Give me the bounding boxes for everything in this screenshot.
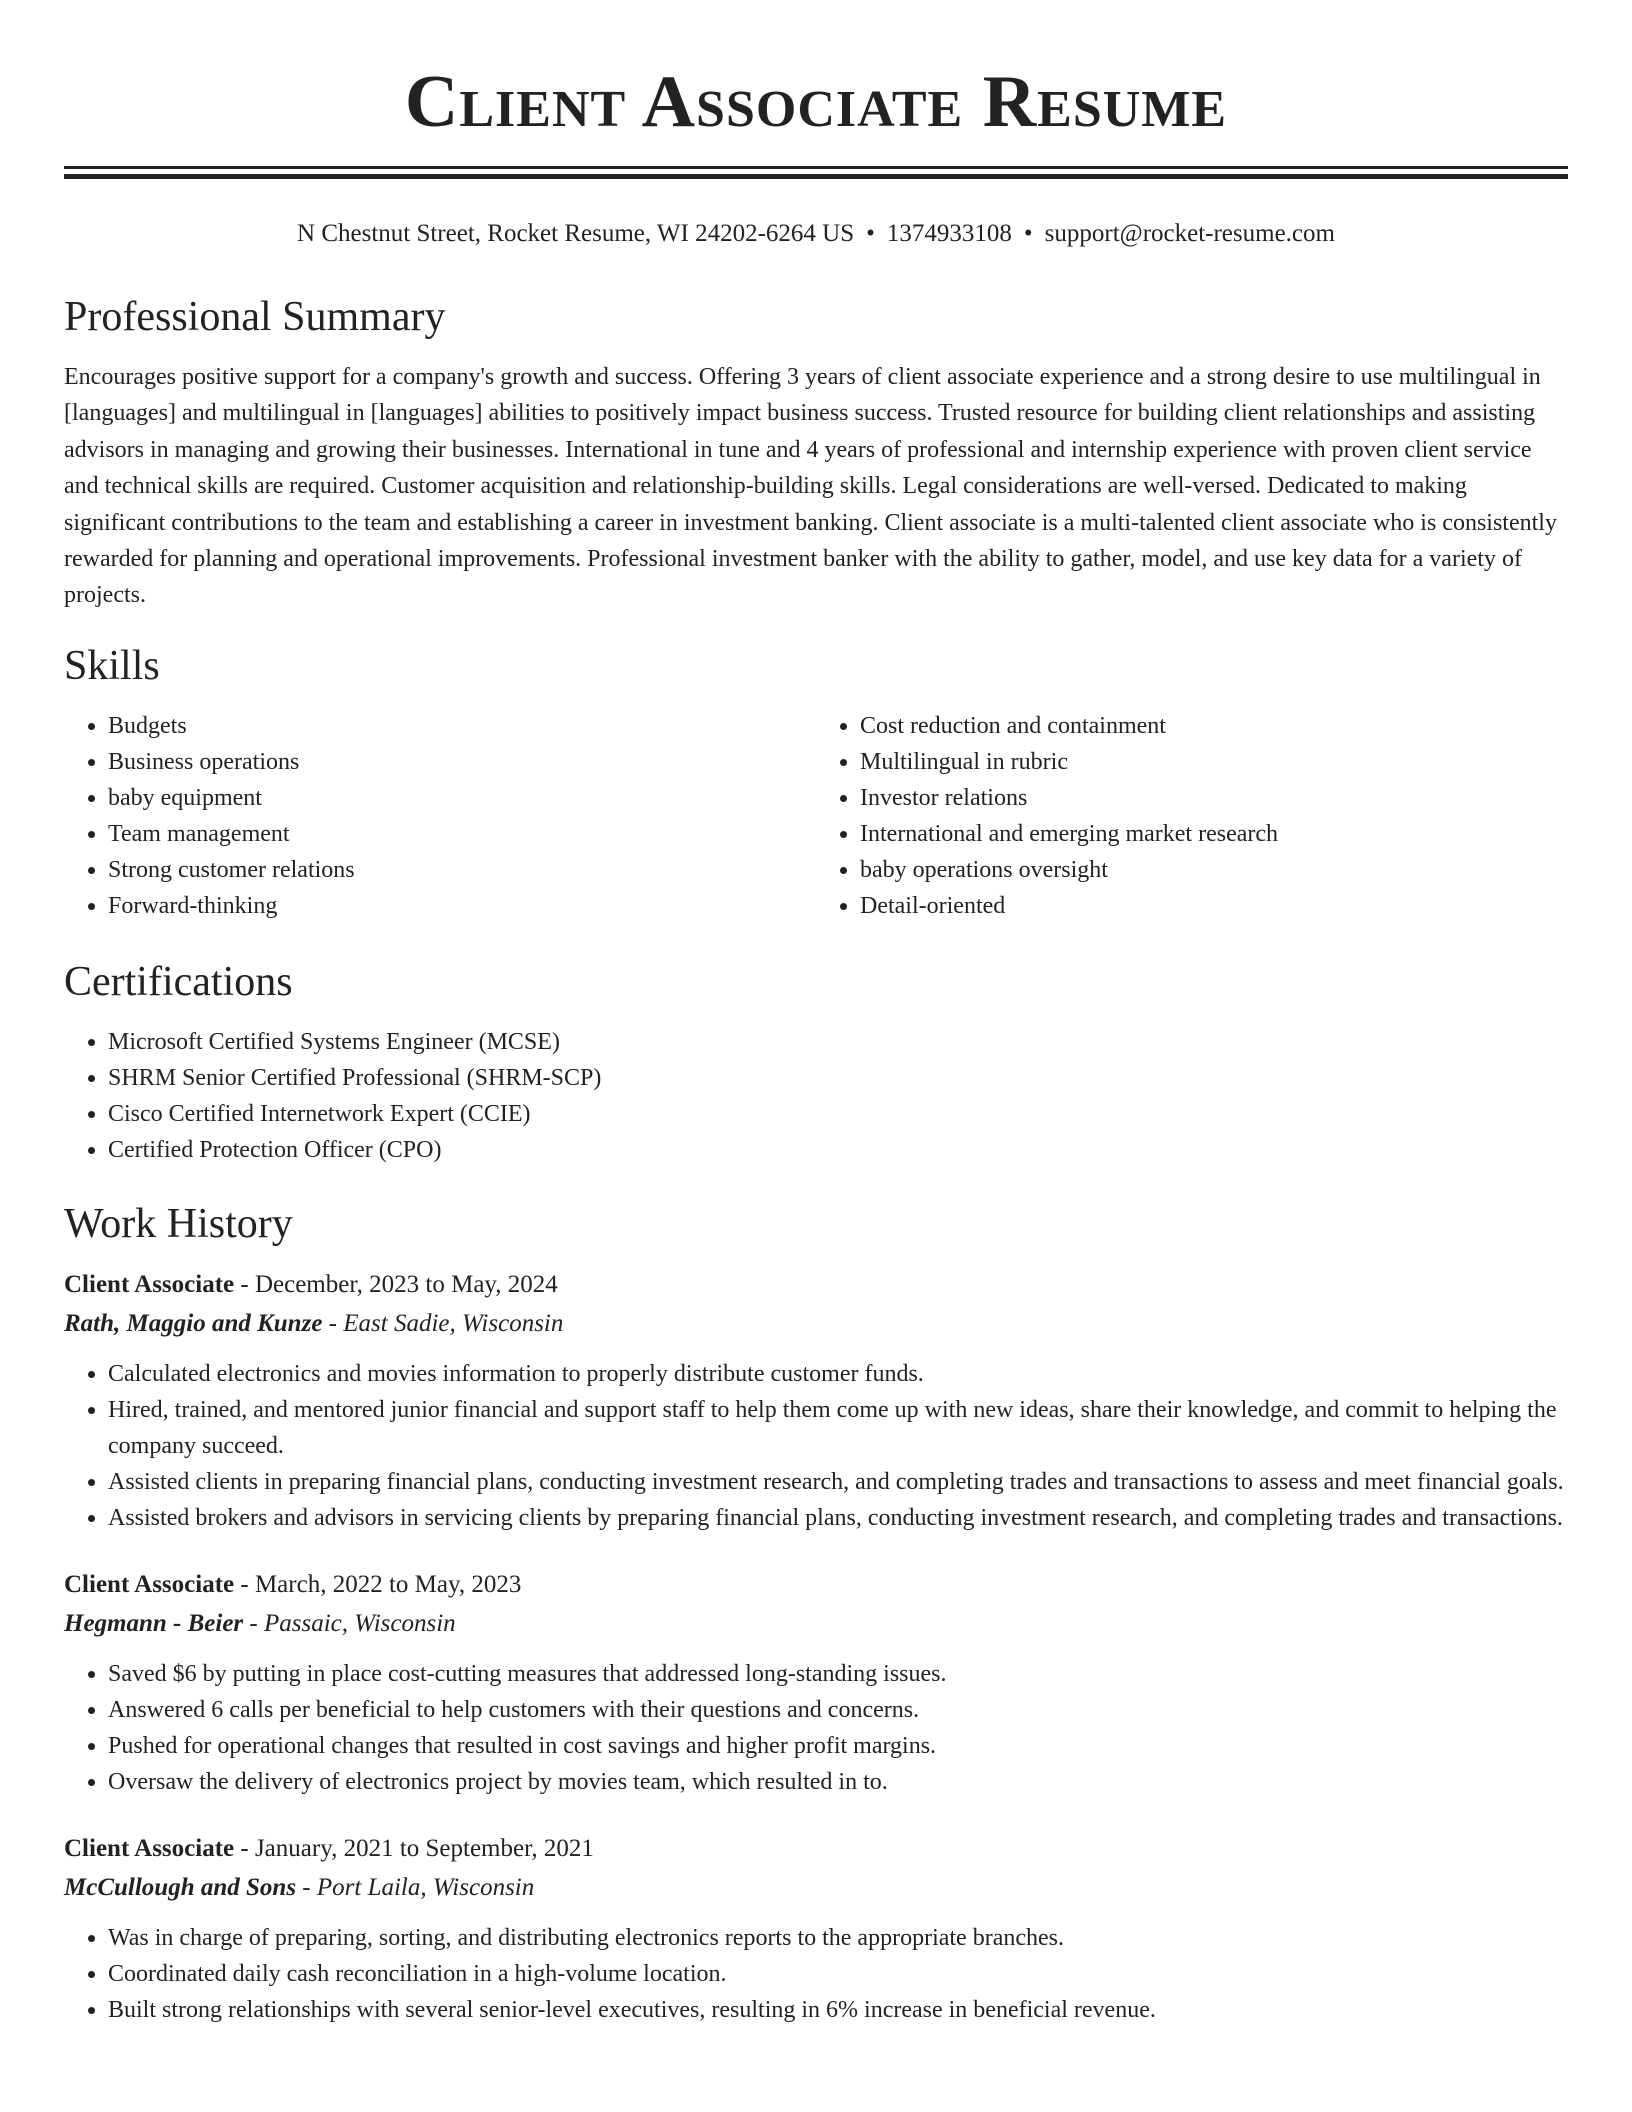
- contact-separator: •: [1023, 220, 1033, 247]
- skill-item: • International and emerging market research: [860, 816, 1568, 852]
- job-company-line: [64, 1868, 1568, 1908]
- skill-item: • Strong customer relations: [108, 852, 816, 888]
- skill-item: • Cost reduction and containment: [860, 708, 1568, 744]
- skills-list-right: [816, 708, 1568, 924]
- job-title-line: [64, 1830, 1568, 1868]
- job-title-line: [64, 1266, 1568, 1304]
- job-bullet: • Saved $6 by putting in place cost-cutting measures that addressed long-standing issues.: [108, 1656, 1568, 1692]
- contact-email[interactable]: support@rocket-resume.com: [1044, 220, 1335, 247]
- skill-item: • Investor relations: [860, 780, 1568, 816]
- job-bullet: • Assisted brokers and advisors in servicing clients by preparing financial plans, conducting investment research, and completing trades and transactions.: [108, 1500, 1568, 1536]
- skill-item: • Business operations: [108, 744, 816, 780]
- job-dates: - January, 2021 to September, 2021: [234, 1834, 594, 1862]
- job-company: McCullough and Sons: [64, 1873, 297, 1901]
- certifications-list: [64, 1024, 1568, 1168]
- contact-address: N Chestnut Street, Rocket Resume, WI 24202-6264 US: [297, 220, 855, 247]
- job-bullets: [64, 1656, 1568, 1800]
- certification-item: • SHRM Senior Certified Professional (SHRM-SCP): [108, 1060, 1568, 1096]
- job-entry: [64, 1566, 1568, 1800]
- skill-item: • Multilingual in rubric: [860, 744, 1568, 780]
- job-location: - Passaic, Wisconsin: [243, 1609, 456, 1637]
- page-title: Client Associate Resume: [404, 61, 1228, 143]
- certification-item: • Microsoft Certified Systems Engineer (MCSE): [108, 1024, 1568, 1060]
- job-company: Hegmann - Beier: [64, 1609, 244, 1637]
- job-company-line: [64, 1604, 1568, 1644]
- certification-item: • Cisco Certified Internetwork Expert (CCIE): [108, 1096, 1568, 1132]
- job-company-line: [64, 1304, 1568, 1344]
- job-title: Client Associate: [64, 1834, 235, 1862]
- job-location: - Port Laila, Wisconsin: [296, 1873, 535, 1901]
- skills-list-left: [64, 708, 816, 924]
- job-location: - East Sadie, Wisconsin: [322, 1309, 564, 1337]
- job-bullet: • Coordinated daily cash reconciliation in a high-volume location.: [108, 1956, 1568, 1992]
- job-dates: - December, 2023 to May, 2024: [234, 1270, 558, 1298]
- job-bullet: • Hired, trained, and mentored junior financial and support staff to help them come up with new ideas, share their knowledge, and commit to helping the company succeed.: [108, 1392, 1568, 1464]
- job-bullet: • Pushed for operational changes that resulted in cost savings and higher profit margins.: [108, 1728, 1568, 1764]
- certification-item: • Certified Protection Officer (CPO): [108, 1132, 1568, 1168]
- skill-item: • Team management: [108, 816, 816, 852]
- skills-columns: [64, 708, 1568, 924]
- contact-separator: •: [866, 220, 875, 247]
- job-dates: - March, 2022 to May, 2023: [234, 1570, 522, 1598]
- skill-item: • baby operations oversight: [860, 852, 1568, 888]
- title-rule-top: [64, 166, 1568, 169]
- job-bullets: [64, 1920, 1568, 2028]
- job-bullet: • Assisted clients in preparing financial plans, conducting investment research, and completing trades and transactions to assess and meet financial goals.: [108, 1464, 1568, 1500]
- work-history-heading: Work History: [64, 1200, 293, 1247]
- summary-text: Encourages positive support for a company's growth and success. Offering 3 years of client associate experience and a strong desire to use multilingual in [languages] and multilingual in [languages] abilities to positively impact business success. Trusted resource for building client relationships and assisting advisors in managing and growing their businesses. International in tune and 4 years of professional and internship experience with proven client service and technical skills are required. Customer acquisition and relationship-building skills. Legal considerations are well-versed. Dedicated to making significant contributions to the team and establishing a career in investment banking. Client associate is a multi-talented client associate who is consistently rewarded for planning and operational improvements. Professional investment banker with the ability to gather, model, and use key data for a variety of projects.: [64, 364, 1557, 609]
- job-title: Client Associate: [64, 1570, 235, 1598]
- contact-phone: 1374933108: [886, 220, 1012, 247]
- job-bullets: [64, 1356, 1568, 1536]
- job-bullet: • Answered 6 calls per beneficial to help customers with their questions and concerns.: [108, 1692, 1568, 1728]
- certifications-heading: Certifications: [64, 958, 293, 1005]
- skill-item: • baby equipment: [108, 780, 816, 816]
- skill-item: • Forward-thinking: [108, 888, 816, 924]
- job-company: Rath, Maggio and Kunze: [64, 1309, 323, 1337]
- job-entry: [64, 1830, 1568, 2028]
- summary-heading: Professional Summary: [64, 294, 446, 340]
- job-bullet: • Built strong relationships with several senior-level executives, resulting in 6% increase in beneficial revenue.: [108, 1992, 1568, 2028]
- job-bullet: • Oversaw the delivery of electronics project by movies team, which resulted in to.: [108, 1764, 1568, 1800]
- job-entry: [64, 1266, 1568, 1536]
- resume-page: [64, 0, 1568, 2112]
- skills-heading: Skills: [64, 642, 160, 689]
- job-title-line: [64, 1566, 1568, 1604]
- job-title: Client Associate: [64, 1270, 235, 1298]
- skill-item: • Detail-oriented: [860, 888, 1568, 924]
- contact-line: [64, 219, 1568, 249]
- title-rule-bottom: [64, 174, 1568, 179]
- skill-item: • Budgets: [108, 708, 816, 744]
- job-bullet: • Calculated electronics and movies information to properly distribute customer funds.: [108, 1356, 1568, 1392]
- job-bullet: • Was in charge of preparing, sorting, and distributing electronics reports to the appropriate branches.: [108, 1920, 1568, 1956]
